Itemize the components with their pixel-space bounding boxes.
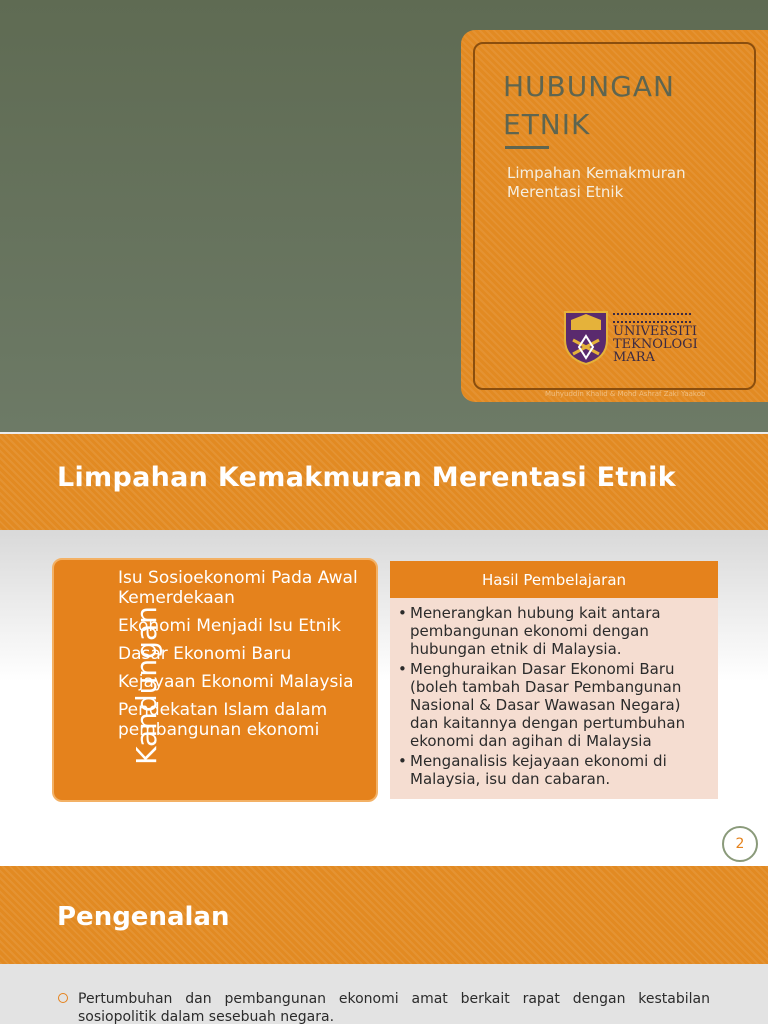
kandungan-box [52, 558, 378, 802]
kandungan-item: Isu Sosioekonomi Pada Awal Kemerdekaan [118, 568, 358, 608]
title-slide [0, 0, 768, 432]
page-number: 2 [722, 826, 758, 862]
slide3-title: Pengenalan [57, 902, 230, 932]
title-divider [505, 146, 549, 149]
uitm-logo [563, 310, 698, 366]
hasil-body [390, 598, 718, 799]
hasil-list [396, 604, 708, 788]
slide3-header-band [0, 866, 768, 964]
title-card [461, 30, 768, 402]
slide2-title: Limpahan Kemakmuran Merentasi Etnik [57, 462, 676, 493]
hasil-header: Hasil Pembelajaran [390, 561, 718, 598]
hasil-item: • Menghuraikan Dasar Ekonomi Baru (boleh tambah Dasar Pembangunan Nasional & Dasar Wawasan Negara) dan kaitannya dengan pertumbuhan ekonomi dan agihan di Malaysia [396, 660, 708, 750]
list-item [58, 990, 710, 1024]
kandungan-list [118, 568, 368, 748]
slide-title: HUBUNGAN ETNIK [503, 70, 675, 141]
hasil-item: • Menganalisis kejayaan ekonomi di Malaysia, isu dan cabaran. [396, 752, 708, 788]
authors-footer: Muhyuddin Khalid & Mohd Ashraf Zaki Yaakob [545, 390, 706, 398]
circle-bullet-icon [58, 993, 68, 1003]
slide2-header-band [0, 434, 768, 530]
logo-line-1: UNIVERSITI [613, 323, 697, 339]
kandungan-item: Pendekatan Islam dalam pembangunan ekonomi [118, 700, 328, 740]
kandungan-item: Kejayaan Ekonomi Malaysia [118, 672, 354, 692]
slide2-body [0, 530, 768, 866]
kandungan-item: Dasar Ekonomi Baru [118, 644, 292, 664]
hasil-item: • Menerangkan hubung kait antara pembangunan ekonomi dengan hubungan etnik di Malaysia. [396, 604, 708, 658]
logo-line-3: MARA [613, 349, 655, 365]
slide3-body [0, 964, 768, 1024]
uitm-wordmark [613, 313, 698, 364]
jawi-script-mark [613, 313, 691, 323]
kandungan-label-text: Kandungan [129, 605, 163, 765]
kandungan-item: Ekonomi Menjadi Isu Etnik [118, 616, 342, 636]
hasil-pembelajaran-box [390, 561, 718, 799]
logo-line-2: TEKNOLOGI [613, 336, 698, 352]
list-item-text: Pertumbuhan dan pembangunan ekonomi amat berkait rapat dengan kestabilan sosiopolitik dalam sesebuah negara. [78, 991, 710, 1024]
slide-subtitle: Limpahan Kemakmuran Merentasi Etnik [507, 164, 686, 201]
uitm-shield-icon [563, 310, 609, 366]
